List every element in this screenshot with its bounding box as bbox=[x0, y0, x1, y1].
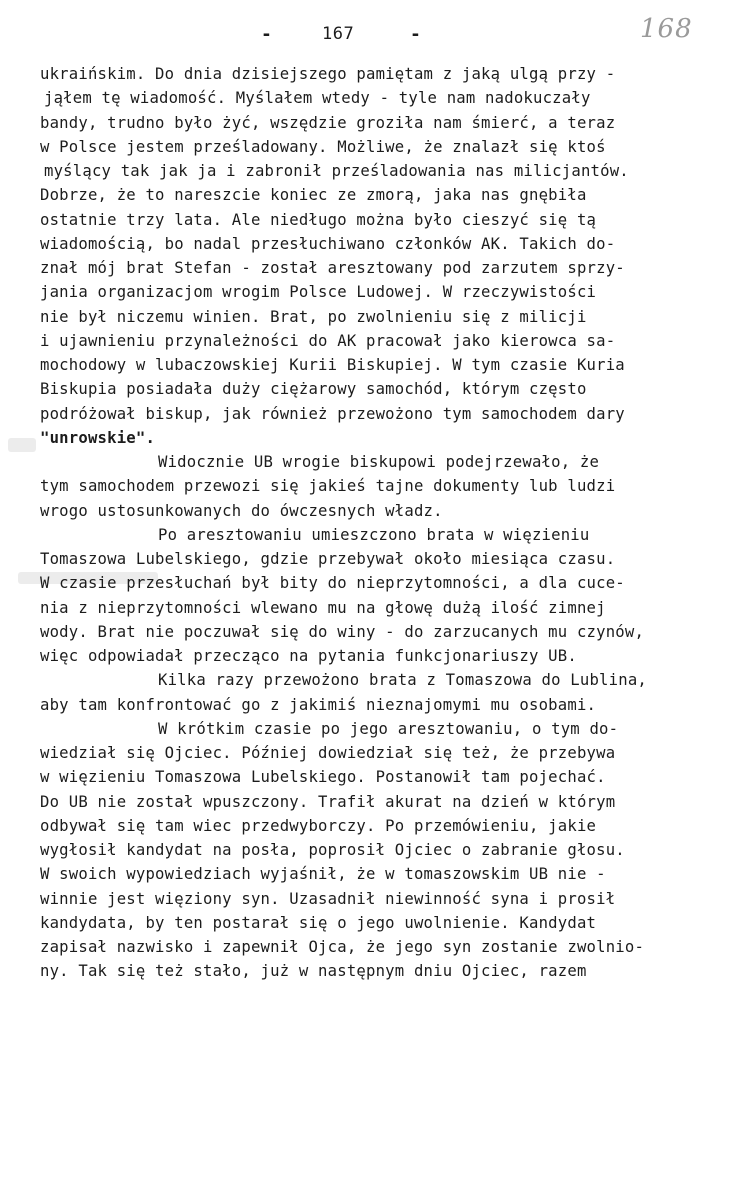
text-line: Widocznie UB wrogie biskupowi podejrzewało, że bbox=[158, 453, 600, 471]
text-line: myślący tak jak ja i zabronił prześladowania nas milicjantów. bbox=[44, 162, 629, 180]
text-line: ostatnie trzy lata. Ale niedługo można było cieszyć się tą bbox=[40, 210, 597, 229]
header-dash-left: - bbox=[261, 24, 272, 45]
text-line: wody. Brat nie poczuwał się do winy - do zarzucanych mu czynów, bbox=[40, 622, 645, 641]
text-line: Dobrze, że to nareszcie koniec ze zmorą, jaka nas gnębiła bbox=[40, 186, 587, 205]
header-dash-right: - bbox=[410, 24, 421, 45]
text-line: jąłem tę wiadomość. Myślałem wtedy - tyle nam nadokuczały bbox=[44, 89, 591, 108]
text-line: aby tam konfrontować go z jakimiś nieznajomymi mu osobami. bbox=[40, 695, 597, 714]
text-line: podróżował biskup, jak również przewożono tym samochodem dary bbox=[40, 404, 625, 423]
text-line: tym samochodem przewozi się jakieś tajne dokumenty lub ludzi bbox=[40, 477, 616, 496]
margin-smudge bbox=[8, 438, 36, 452]
page-number: 167 bbox=[322, 24, 355, 44]
text-line: winnie jest więziony syn. Uzasadnił niewinność syna i prosił bbox=[40, 889, 616, 908]
text-line: "unrowskie". bbox=[40, 428, 156, 447]
text-line: odbywał się tam wiec przedwyborczy. Po przemówieniu, jakie bbox=[40, 816, 597, 835]
text-line: zapisał nazwisko i zapewnił Ojca, że jego syn zostanie zwolnio- bbox=[40, 938, 645, 956]
text-line: i ujawnieniu przynależności do AK pracował jako kierowca sa- bbox=[40, 331, 616, 350]
text-line: wiadomością, bo nadal przesłuchiwano członków AK. Takich do- bbox=[40, 234, 616, 253]
text-line: W swoich wypowiedziach wyjaśnił, że w tomaszowskim UB nie - bbox=[40, 865, 606, 884]
text-line: wiedział się Ojciec. Później dowiedział się też, że przebywa bbox=[40, 744, 616, 762]
text-line: Po aresztowaniu umieszczono brata w więzieniu bbox=[158, 525, 590, 544]
text-line: Do UB nie został wpuszczony. Trafił akurat na dzień w którym bbox=[40, 792, 616, 811]
handwritten-archive-number: 168 bbox=[640, 14, 693, 44]
text-line: wygłosił kandydat na posła, poprosił Ojciec o zabranie głosu. bbox=[40, 841, 625, 859]
body-text bbox=[40, 62, 700, 984]
text-line: jania organizacjom wrogim Polsce Ludowej. W rzeczywistości bbox=[40, 283, 597, 302]
text-line: ny. Tak się też stało, już w następnym dniu Ojciec, razem bbox=[40, 962, 587, 981]
text-line: W krótkim czasie po jego aresztowaniu, o tym do- bbox=[158, 719, 619, 738]
text-line: w Polsce jestem prześladowany. Możliwe, że znalazł się ktoś bbox=[40, 137, 606, 156]
text-line: Biskupia posiadała duży ciężarowy samochód, którym często bbox=[40, 380, 587, 399]
text-line: ukraińskim. Do dnia dzisiejszego pamiętam z jaką ulgą przy - bbox=[40, 65, 616, 83]
text-line: nie był niczemu winien. Brat, po zwolnieniu się z milicji bbox=[40, 307, 587, 326]
text-line: Tomaszowa Lubelskiego, gdzie przebywał około miesiąca czasu. bbox=[40, 550, 616, 568]
text-line: w więzieniu Tomaszowa Lubelskiego. Postanowił tam pojechać. bbox=[40, 768, 606, 787]
text-line: wrogo ustosunkowanych do ówczesnych władz. bbox=[40, 501, 443, 520]
text-line: bandy, trudno było żyć, wszędzie groziła nam śmierć, a teraz bbox=[40, 113, 616, 132]
text-line: mochodowy w lubaczowskiej Kurii Biskupiej. W tym czasie Kuria bbox=[40, 356, 625, 374]
page-header bbox=[0, 14, 740, 52]
text-line: W czasie przesłuchań był bity do nieprzytomności, a dla cuce- bbox=[40, 574, 625, 593]
text-line: Kilka razy przewożono brata z Tomaszowa do Lublina, bbox=[158, 671, 647, 690]
text-line: więc odpowiadał przecząco na pytania funkcjonariuszy UB. bbox=[40, 647, 577, 665]
text-line: znał mój brat Stefan - został aresztowany pod zarzutem sprzy- bbox=[40, 259, 625, 277]
text-line: kandydata, by ten postarał się o jego uwolnienie. Kandydat bbox=[40, 913, 597, 932]
text-line: nia z nieprzytomności wlewano mu na głowę dużą ilość zimnej bbox=[40, 598, 606, 617]
